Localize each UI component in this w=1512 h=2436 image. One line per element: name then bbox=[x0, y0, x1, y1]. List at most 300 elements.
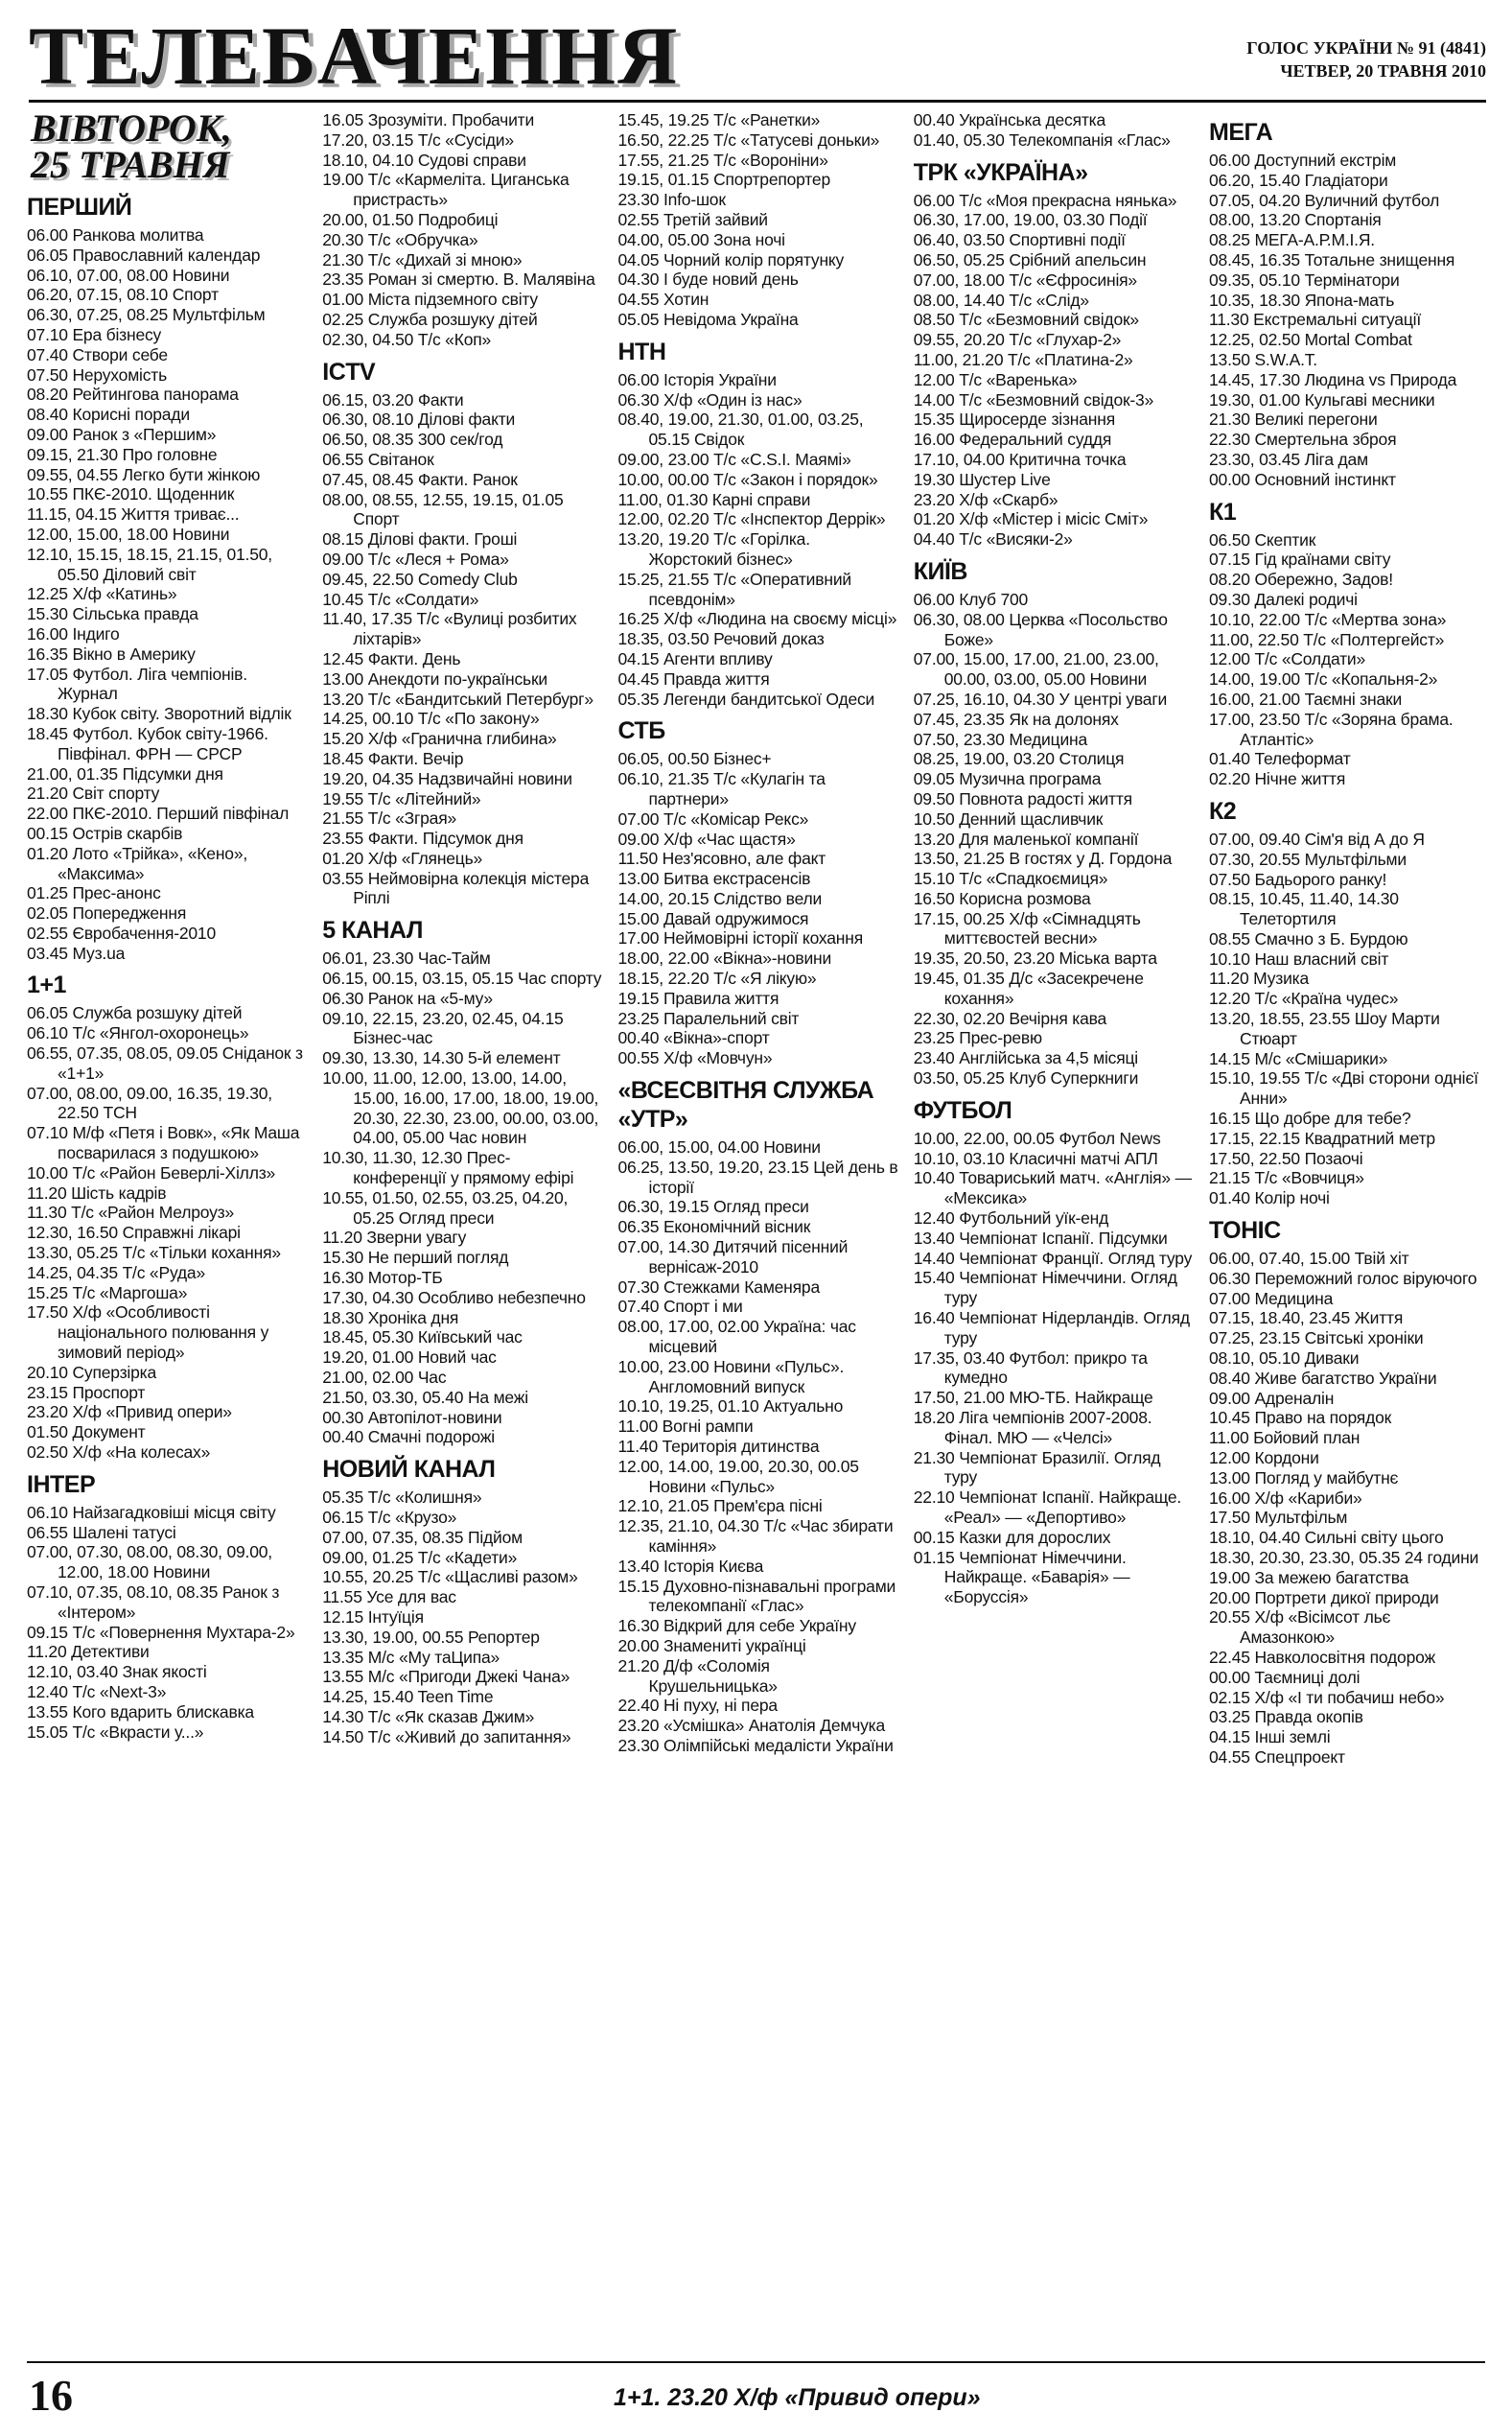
program-entry: 19.20, 01.00 Новий час bbox=[322, 1347, 497, 1368]
program-entry: 04.40 Т/с «Висяки-2» bbox=[913, 529, 1073, 550]
program-entry: 09.45, 22.50 Comedy Club bbox=[322, 569, 518, 589]
program-entry: 17.50, 21.00 МЮ-ТБ. Найкраще bbox=[913, 1388, 1153, 1408]
program-entry: 10.45 Т/с «Солдати» bbox=[322, 589, 479, 609]
program-entry: 12.10, 21.05 Прем'єра пісні bbox=[617, 1496, 823, 1516]
program-entry: 23.55 Факти. Підсумок дня bbox=[322, 829, 523, 849]
program-entry: 04.15 Інші землі bbox=[1209, 1727, 1331, 1747]
program-entry: 18.30 Кубок світу. Зворотний відлік bbox=[27, 704, 291, 724]
program-entry: 10.10, 03.10 Класичні матчі АПЛ bbox=[913, 1148, 1158, 1168]
program-entry: 07.10, 07.35, 08.10, 08.35 Ранок з «Інтером» bbox=[27, 1582, 280, 1622]
program-entry: 11.30 Т/с «Район Мелроуз» bbox=[27, 1203, 235, 1223]
program-entry: 08.25 МЕГА-А.Р.М.І.Я. bbox=[1209, 230, 1375, 250]
program-entry: 21.00, 02.00 Час bbox=[322, 1368, 447, 1388]
program-entry: 07.00, 07.30, 08.00, 08.30, 09.00, 12.00, 18.00 Новини bbox=[27, 1542, 272, 1582]
program-entry: 08.10, 05.10 Диваки bbox=[1209, 1348, 1360, 1369]
program-entry: 22.30, 02.20 Вечірня кава bbox=[913, 1008, 1107, 1028]
program-entry: 13.40 Історія Києва bbox=[617, 1556, 764, 1576]
program-entry: 11.20 Шість кадрів bbox=[27, 1183, 167, 1203]
program-entry: 23.30, 03.45 Ліга дам bbox=[1209, 449, 1368, 469]
program-entry: 01.40, 05.30 Телекомпанія «Глас» bbox=[913, 129, 1171, 150]
program-entry: 14.00, 19.00 Т/с «Копальня-2» bbox=[1209, 669, 1438, 690]
program-entry: 18.00, 22.00 «Вікна»-новини bbox=[617, 949, 832, 969]
program-entry: 03.25 Правда окопів bbox=[1209, 1707, 1363, 1727]
program-entry: 12.00 Кордони bbox=[1209, 1448, 1319, 1468]
program-entry: 16.30 Відкрий для себе Україну bbox=[617, 1616, 856, 1636]
program-entry: 19.00 Т/с «Кармеліта. Циганська пристрасть» bbox=[322, 170, 570, 210]
program-entry: 06.55, 07.35, 08.05, 09.05 Сніданок з «1+1» bbox=[27, 1043, 303, 1083]
program-entry: 06.50, 08.35 300 сек/год bbox=[322, 430, 503, 450]
program-entry: 10.10, 19.25, 01.10 Актуально bbox=[617, 1396, 844, 1417]
program-entry: 09.35, 05.10 Термінатори bbox=[1209, 269, 1400, 290]
channel-title: ФУТБОЛ bbox=[913, 1096, 1012, 1124]
program-entry: 06.00 Клуб 700 bbox=[913, 589, 1029, 609]
program-entry: 23.20 Х/ф «Скарб» bbox=[913, 489, 1058, 509]
program-entry: 16.15 Що добре для тебе? bbox=[1209, 1109, 1411, 1129]
program-entry: 13.20 Для маленької компанії bbox=[913, 829, 1139, 849]
program-entry: 07.00, 15.00, 17.00, 21.00, 23.00, 00.00, 03.00, 05.00 Новини bbox=[913, 649, 1159, 690]
program-entry: 06.30 Переможний голос віруючого bbox=[1209, 1268, 1477, 1288]
program-entry: 18.45 Футбол. Кубок світу-1966. Півфінал. ФРН — СРСР bbox=[27, 723, 268, 763]
program-entry: 02.50 Х/ф «На колесах» bbox=[27, 1442, 211, 1463]
program-entry: 17.20, 03.15 Т/с «Сусіди» bbox=[322, 129, 514, 150]
program-entry: 07.50 Нерухомість bbox=[27, 364, 167, 385]
program-entry: 22.40 Ні пуху, ні пера bbox=[617, 1696, 778, 1716]
program-entry: 23.35 Роман зі смертю. В. Малявіна bbox=[322, 269, 595, 290]
program-entry: 03.55 Неймовірна колекція містера Ріплі bbox=[322, 868, 590, 908]
program-entry: 01.15 Чемпіонат Німеччини. Найкраще. «Баварія» — «Боруссія» bbox=[913, 1547, 1130, 1607]
program-entry: 07.50, 23.30 Медицина bbox=[913, 729, 1088, 749]
program-entry: 08.20 Рейтингова панорама bbox=[27, 385, 239, 405]
program-entry: 09.00, 01.25 Т/с «Кадети» bbox=[322, 1547, 518, 1567]
program-entry: 02.05 Попередження bbox=[27, 903, 187, 924]
program-entry: 11.00 Вогні рампи bbox=[617, 1417, 754, 1437]
program-entry: 15.25 Т/с «Маргоша» bbox=[27, 1282, 188, 1302]
program-entry: 06.10 Т/с «Янгол-охоронець» bbox=[27, 1023, 249, 1043]
program-entry: 07.25, 23.15 Світські хроніки bbox=[1209, 1328, 1424, 1348]
program-entry: 09.55, 04.55 Легко бути жінкою bbox=[27, 464, 261, 484]
program-entry: 14.30 Т/с «Як сказав Джим» bbox=[322, 1706, 535, 1726]
program-entry: 19.20, 04.35 Надзвичайні новини bbox=[322, 768, 572, 788]
channel-title: МЕГА bbox=[1209, 119, 1273, 146]
issue-date: ЧЕТВЕР, 20 ТРАВНЯ 2010 bbox=[1280, 61, 1486, 81]
program-entry: 06.15, 03.20 Факти bbox=[322, 389, 464, 410]
program-entry: 15.35 Щиросерде зізнання bbox=[913, 410, 1116, 430]
program-entry: 12.35, 21.10, 04.30 Т/с «Час збирати каміння» bbox=[617, 1516, 894, 1556]
program-entry: 17.00, 23.50 Т/с «Зоряна брама. Атлантіс» bbox=[1209, 709, 1454, 749]
program-entry: 16.00 Х/ф «Кариби» bbox=[1209, 1487, 1362, 1508]
program-entry: 00.15 Острів скарбів bbox=[27, 823, 183, 843]
program-entry: 14.40 Чемпіонат Франції. Огляд туру bbox=[913, 1248, 1193, 1268]
program-entry: 13.50, 21.25 В гостях у Д. Гордона bbox=[913, 849, 1173, 869]
program-entry: 08.40, 19.00, 21.30, 01.00, 03.25, 05.15 Свідок bbox=[617, 410, 864, 450]
program-entry: 06.01, 23.30 Час-Тайм bbox=[322, 949, 491, 969]
program-entry: 06.35 Економічний вісник bbox=[617, 1217, 811, 1237]
program-entry: 06.55 Світанок bbox=[322, 449, 434, 469]
program-entry: 12.10, 15.15, 18.15, 21.15, 01.50, 05.50 Діловий світ bbox=[27, 544, 272, 584]
program-entry: 08.55 Смачно з Б. Бурдою bbox=[1209, 928, 1408, 949]
program-entry: 21.00, 01.35 Підсумки дня bbox=[27, 763, 223, 784]
program-entry: 06.30, 17.00, 19.00, 03.30 Події bbox=[913, 210, 1148, 230]
program-entry: 23.25 Прес-ревю bbox=[913, 1028, 1042, 1048]
program-entry: 09.30, 13.30, 14.30 5-й елемент bbox=[322, 1048, 561, 1068]
program-entry: 16.00, 21.00 Таємні знаки bbox=[1209, 689, 1403, 709]
program-entry: 13.00 Анекдоти по-українськи bbox=[322, 668, 547, 689]
program-entry: 07.40 Спорт і ми bbox=[617, 1297, 743, 1317]
issue-info bbox=[1246, 36, 1486, 82]
program-entry: 07.30 Стежками Каменяра bbox=[617, 1277, 820, 1297]
program-entry: 11.00 Бойовий план bbox=[1209, 1428, 1361, 1448]
program-entry: 01.40 Телеформат bbox=[1209, 749, 1351, 769]
program-entry: 13.20, 18.55, 23.55 Шоу Марти Стюарт bbox=[1209, 1009, 1440, 1048]
program-entry: 07.00 Медицина bbox=[1209, 1288, 1334, 1308]
program-entry: 04.55 Спецпроект bbox=[1209, 1746, 1345, 1767]
program-entry: 06.15, 00.15, 03.15, 05.15 Час спорту bbox=[322, 969, 602, 989]
program-entry: 23.20 Х/ф «Привид опери» bbox=[27, 1402, 232, 1422]
program-entry: 14.00, 20.15 Слідство вели bbox=[617, 888, 823, 908]
program-entry: 19.35, 20.50, 23.20 Міська варта bbox=[913, 949, 1157, 969]
program-entry: 18.45, 05.30 Київський час bbox=[322, 1327, 523, 1347]
program-entry: 16.30 Мотор-ТБ bbox=[322, 1268, 443, 1288]
channel-title: НТН bbox=[617, 338, 666, 365]
channel-title: ТОНІС bbox=[1209, 1217, 1281, 1245]
program-entry: 04.30 І буде новий день bbox=[617, 269, 799, 290]
program-entry: 07.00, 18.00 Т/с «Єфросинія» bbox=[913, 269, 1137, 290]
program-entry: 04.15 Агенти впливу bbox=[617, 648, 773, 668]
program-entry: 17.00 Неймовірні історії кохання bbox=[617, 928, 864, 949]
program-entry: 15.15 Духовно-пізнавальні програми телекомпанії «Глас» bbox=[617, 1576, 896, 1616]
program-entry: 13.00 Погляд у майбутнє bbox=[1209, 1467, 1399, 1487]
program-entry: 06.50, 05.25 Срібний апельсин bbox=[913, 249, 1147, 269]
program-entry: 22.00 ПКЄ-2010. Перший півфінал bbox=[27, 804, 290, 824]
program-entry: 11.40 Територія дитинства bbox=[617, 1437, 820, 1457]
channel-title: НОВИЙ КАНАЛ bbox=[322, 1456, 496, 1484]
program-entry: 06.10, 21.35 Т/с «Кулагін та партнери» bbox=[617, 769, 826, 808]
channel-title: «ВСЕСВІТНЯ СЛУЖБА «УТР» bbox=[617, 1077, 874, 1134]
newspaper-issue: ГОЛОС УКРАЇНИ № 91 (4841) bbox=[1246, 38, 1486, 58]
program-entry: 19.15 Правила життя bbox=[617, 988, 779, 1008]
program-entry: 19.30 Шустер Live bbox=[913, 469, 1051, 489]
program-entry: 10.50 Денний щасливчик bbox=[913, 808, 1104, 829]
program-entry: 18.20 Ліга чемпіонів 2007-2008. Фінал. МЮ — «Челсі» bbox=[913, 1408, 1152, 1447]
program-entry: 17.50, 22.50 Позаочі bbox=[1209, 1148, 1363, 1168]
program-entry: 01.20 Х/ф «Містер і місіс Сміт» bbox=[913, 509, 1149, 529]
program-entry: 21.50, 03.30, 05.40 На межі bbox=[322, 1387, 528, 1407]
program-entry: 06.20, 07.15, 08.10 Спорт bbox=[27, 285, 219, 305]
program-entry: 10.00, 22.00, 00.05 Футбол News bbox=[913, 1128, 1161, 1148]
program-entry: 15.30 Не перший погляд bbox=[322, 1248, 509, 1268]
program-entry: 00.40 Смачні подорожі bbox=[322, 1427, 495, 1447]
program-entry: 07.00 Т/с «Комісар Рекс» bbox=[617, 808, 809, 829]
program-entry: 17.05 Футбол. Ліга чемпіонів. Журнал bbox=[27, 664, 247, 704]
program-entry: 10.00, 11.00, 12.00, 13.00, 14.00, 15.00, 16.00, 17.00, 18.00, 19.00, 20.30, 22.30, 23.00, 00.00, 03.00, 04.00, 05.00 Час новин bbox=[322, 1068, 599, 1148]
program-entry: 02.30, 04.50 Т/с «Коп» bbox=[322, 329, 492, 349]
program-entry: 11.20 Зверни увагу bbox=[322, 1228, 467, 1248]
program-entry: 00.00 Основний інстинкт bbox=[1209, 469, 1396, 489]
program-entry: 06.05, 00.50 Бізнес+ bbox=[617, 749, 772, 769]
program-entry: 00.40 Українська десятка bbox=[913, 110, 1106, 129]
program-entry: 05.05 Невідома Україна bbox=[617, 309, 799, 329]
program-entry: 22.30 Смертельна зброя bbox=[1209, 430, 1397, 450]
schedule-columns bbox=[27, 110, 1489, 2350]
program-entry: 17.15, 22.15 Квадратний метр bbox=[1209, 1128, 1435, 1148]
day-heading bbox=[31, 110, 307, 186]
program-entry: 17.50 Мультфільм bbox=[1209, 1508, 1348, 1528]
program-entry: 20.30 Т/с «Обручка» bbox=[322, 229, 478, 249]
program-entry: 06.20, 15.40 Гладіатори bbox=[1209, 170, 1388, 190]
program-entry: 10.10, 22.00 Т/с «Мертва зона» bbox=[1209, 609, 1447, 629]
program-entry: 05.35 Легенди бандитської Одеси bbox=[617, 689, 875, 709]
program-entry: 00.00 Таємниці долі bbox=[1209, 1667, 1361, 1687]
program-entry: 02.55 Третій зайвий bbox=[617, 209, 768, 229]
program-entry: 00.15 Казки для дорослих bbox=[913, 1527, 1111, 1547]
column-3 bbox=[618, 110, 898, 2350]
channel-title: ІНТЕР bbox=[27, 1470, 96, 1498]
program-entry: 12.00 Т/с «Солдати» bbox=[1209, 649, 1366, 669]
program-entry: 16.25 Х/ф «Людина на своєму місці» bbox=[617, 609, 897, 629]
program-entry: 02.25 Служба розшуку дітей bbox=[322, 309, 538, 329]
program-entry: 08.00, 17.00, 02.00 Україна: час місцевий bbox=[617, 1317, 856, 1357]
program-entry: 08.00, 14.40 Т/с «Слід» bbox=[913, 290, 1089, 310]
program-entry: 06.50 Скептик bbox=[1209, 529, 1316, 550]
program-entry: 08.50 Т/с «Безмовний свідок» bbox=[913, 310, 1139, 330]
program-entry: 13.55 М/с «Пригоди Джекі Чана» bbox=[322, 1667, 570, 1687]
program-entry: 00.40 «Вікна»-спорт bbox=[617, 1028, 770, 1048]
program-entry: 17.35, 03.40 Футбол: прикро та кумедно bbox=[913, 1347, 1148, 1388]
program-entry: 09.00 Т/с «Леся + Рома» bbox=[322, 549, 509, 569]
program-entry: 08.40 Корисні поради bbox=[27, 405, 190, 425]
program-entry: 04.00, 05.00 Зона ночі bbox=[617, 229, 785, 249]
program-entry: 18.15, 22.20 Т/с «Я лікую» bbox=[617, 969, 817, 989]
program-entry: 20.00 Портрети дикої природи bbox=[1209, 1587, 1439, 1607]
program-entry: 12.45 Факти. День bbox=[322, 648, 461, 668]
program-entry: 14.45, 17.30 Людина vs Природа bbox=[1209, 369, 1457, 389]
program-entry: 06.30, 07.25, 08.25 Мультфільм bbox=[27, 305, 266, 325]
program-entry: 23.25 Паралельний світ bbox=[617, 1008, 800, 1028]
program-entry: 10.55 ПКЄ-2010. Щоденник bbox=[27, 484, 235, 504]
program-entry: 06.25, 13.50, 19.20, 23.15 Цей день в історії bbox=[617, 1157, 898, 1197]
program-entry: 17.10, 04.00 Критична точка bbox=[913, 449, 1127, 469]
program-entry: 15.10 Т/с «Спадкоємиця» bbox=[913, 869, 1108, 889]
program-entry: 11.20 Музика bbox=[1209, 969, 1310, 989]
program-entry: 15.05 Т/с «Вкрасти у...» bbox=[27, 1722, 204, 1742]
program-entry: 20.10 Суперзірка bbox=[27, 1362, 157, 1382]
program-entry: 12.25, 02.50 Mortal Combat bbox=[1209, 330, 1412, 350]
program-entry: 18.10, 04.40 Сильні світу цього bbox=[1209, 1528, 1444, 1548]
program-entry: 16.35 Вікно в Америку bbox=[27, 644, 196, 664]
channel-title: ПЕРШИЙ bbox=[27, 194, 132, 221]
program-entry: 10.55, 20.25 Т/с «Щасливі разом» bbox=[322, 1567, 578, 1587]
program-entry: 16.05 Зрозуміти. Пробачити bbox=[322, 110, 535, 129]
program-entry: 06.55 Шалені татусі bbox=[27, 1522, 176, 1542]
program-entry: 09.10, 22.15, 23.20, 02.45, 04.15 Бізнес-час bbox=[322, 1008, 564, 1048]
program-entry: 13.20 Т/с «Бандитський Петербург» bbox=[322, 689, 593, 709]
program-entry: 09.15 Т/с «Повернення Мухтара-2» bbox=[27, 1622, 295, 1642]
program-entry: 10.10 Наш власний світ bbox=[1209, 949, 1389, 969]
program-entry: 17.50 Х/ф «Особливості національного полювання у зимовий період» bbox=[27, 1302, 269, 1363]
day-heading-line-2: 25 ТРАВНЯ bbox=[31, 143, 230, 186]
program-entry: 03.50, 05.25 Клуб Суперкниги bbox=[913, 1068, 1139, 1089]
program-entry: 02.55 Євробачення-2010 bbox=[27, 923, 216, 943]
program-entry: 17.30, 04.30 Особливо небезпечно bbox=[322, 1287, 586, 1307]
program-entry: 17.55, 21.25 Т/с «Вороніни» bbox=[617, 150, 828, 170]
channel-title: КИЇВ bbox=[913, 557, 967, 585]
program-entry: 20.00 Знамениті українці bbox=[617, 1635, 806, 1655]
program-entry: 08.40 Живе багатство України bbox=[1209, 1368, 1437, 1388]
program-entry: 06.00, 07.40, 15.00 Твій хіт bbox=[1209, 1249, 1409, 1269]
section-title: ТЕЛЕБАЧЕННЯ bbox=[29, 10, 680, 102]
program-entry: 07.00, 09.40 Сім'я від А до Я bbox=[1209, 829, 1425, 849]
footer-rule bbox=[27, 2361, 1485, 2363]
program-entry: 06.30, 08.00 Церква «Посольство Боже» bbox=[913, 609, 1168, 649]
program-entry: 06.30 Ранок на «5-му» bbox=[322, 988, 493, 1008]
program-entry: 08.20 Обережно, Задов! bbox=[1209, 570, 1393, 590]
program-entry: 04.55 Хотин bbox=[617, 290, 709, 310]
program-entry: 12.00, 14.00, 19.00, 20.30, 00.05 Новини «Пульс» bbox=[617, 1456, 859, 1496]
program-entry: 06.30 Х/ф «Один із нас» bbox=[617, 389, 803, 410]
program-entry: 19.30, 01.00 Кульгаві месники bbox=[1209, 389, 1435, 410]
program-entry: 06.40, 03.50 Спортивні події bbox=[913, 230, 1126, 250]
program-entry: 12.40 Футбольний уїк-енд bbox=[913, 1208, 1109, 1229]
program-entry: 22.45 Навколосвітня подорож bbox=[1209, 1647, 1435, 1667]
program-entry: 07.45, 08.45 Факти. Ранок bbox=[322, 469, 518, 489]
channel-title: СТБ bbox=[617, 717, 665, 745]
program-entry: 01.25 Прес-анонс bbox=[27, 883, 161, 903]
program-entry: 17.15, 00.25 Х/ф «Сімнадцять миттєвостей весни» bbox=[913, 908, 1141, 949]
program-entry: 19.15, 01.15 Спортрепортер bbox=[617, 170, 830, 190]
program-entry: 14.25, 04.35 Т/с «Руда» bbox=[27, 1262, 205, 1282]
program-entry: 19.45, 01.35 Д/с «Засекречене кохання» bbox=[913, 969, 1144, 1008]
program-entry: 21.20 Д/ф «Соломія Крушельницька» bbox=[617, 1655, 778, 1696]
program-entry: 11.50 Нез'ясовно, але факт bbox=[617, 849, 826, 869]
program-entry: 06.05 Служба розшуку дітей bbox=[27, 1003, 243, 1023]
program-entry: 00.55 Х/ф «Мовчун» bbox=[617, 1048, 773, 1068]
program-entry: 07.00, 08.00, 09.00, 16.35, 19.30, 22.50 ТСН bbox=[27, 1083, 272, 1123]
program-entry: 12.00, 15.00, 18.00 Новини bbox=[27, 524, 230, 544]
program-entry: 13.00 Битва екстрасенсів bbox=[617, 869, 811, 889]
program-entry: 12.40 Т/с «Next-3» bbox=[27, 1681, 167, 1701]
program-entry: 11.40, 17.35 Т/с «Вулиці розбитих ліхтарів» bbox=[322, 609, 577, 649]
program-entry: 11.00, 22.50 Т/с «Полтергейст» bbox=[1209, 629, 1445, 649]
program-entry: 04.05 Чорний колір порятунку bbox=[617, 249, 845, 269]
program-entry: 10.30, 11.30, 12.30 Прес-конференції у прямому ефірі bbox=[322, 1148, 574, 1188]
program-entry: 08.00, 08.55, 12.55, 19.15, 01.05 Спорт bbox=[322, 489, 564, 529]
channel-title: К2 bbox=[1209, 797, 1237, 825]
program-entry: 12.25 Х/ф «Катинь» bbox=[27, 584, 177, 604]
program-entry: 09.30 Далекі родичі bbox=[1209, 589, 1358, 609]
program-entry: 09.55, 20.20 Т/с «Глухар-2» bbox=[913, 330, 1122, 350]
program-entry: 13.40 Чемпіонат Іспанії. Підсумки bbox=[913, 1228, 1168, 1248]
program-entry: 09.00 Адреналін bbox=[1209, 1388, 1335, 1408]
program-entry: 13.50 S.W.A.T. bbox=[1209, 349, 1317, 369]
program-entry: 18.45 Факти. Вечір bbox=[322, 748, 464, 768]
program-entry: 06.05 Православний календар bbox=[27, 245, 261, 265]
column-body bbox=[322, 110, 602, 1747]
program-entry: 11.00, 01.30 Карні справи bbox=[617, 489, 811, 509]
program-entry: 10.40 Товариський матч. «Англія» — «Мексика» bbox=[913, 1168, 1192, 1208]
program-entry: 07.00, 14.30 Дитячий пісенний вернісаж-2010 bbox=[617, 1237, 849, 1277]
channel-title: К1 bbox=[1209, 498, 1237, 526]
program-entry: 15.45, 19.25 Т/с «Ранетки» bbox=[617, 110, 821, 129]
program-entry: 22.10 Чемпіонат Іспанії. Найкраще. «Реал» — «Депортиво» bbox=[913, 1487, 1182, 1527]
program-entry: 08.15, 10.45, 11.40, 14.30 Телетортиля bbox=[1209, 889, 1399, 929]
program-entry: 21.30 Чемпіонат Бразилії. Огляд туру bbox=[913, 1447, 1161, 1487]
footer-highlight: 1+1. 23.20 Х/ф «Привид опери» bbox=[614, 2384, 981, 2411]
program-entry: 11.00, 21.20 Т/с «Платина-2» bbox=[913, 349, 1133, 369]
program-entry: 18.30 Хроніка дня bbox=[322, 1307, 459, 1327]
program-entry: 23.30 Олімпійські медалісти України bbox=[617, 1735, 894, 1755]
program-entry: 12.20 Т/с «Країна чудес» bbox=[1209, 989, 1399, 1009]
program-entry: 01.00 Міста підземного світу bbox=[322, 290, 538, 310]
program-entry: 07.10 М/ф «Петя і Вовк», «Як Маша посварилася з подушкою» bbox=[27, 1123, 300, 1163]
program-entry: 15.25, 21.55 Т/с «Оперативний псевдонім» bbox=[617, 569, 851, 609]
program-entry: 07.50 Бадьорого ранку! bbox=[1209, 869, 1387, 889]
program-entry: 07.05, 04.20 Вуличний футбол bbox=[1209, 190, 1440, 210]
program-entry: 23.15 Проспорт bbox=[27, 1382, 146, 1402]
program-entry: 11.55 Усе для вас bbox=[322, 1587, 456, 1607]
channel-title: ТРК «УКРАЇНА» bbox=[913, 158, 1088, 186]
program-entry: 18.30, 20.30, 23.30, 05.35 24 години bbox=[1209, 1548, 1479, 1567]
program-entry: 16.50, 22.25 Т/с «Татусеві доньки» bbox=[617, 129, 880, 150]
program-entry: 20.55 Х/ф «Вісімсот льє Амазонкою» bbox=[1209, 1607, 1391, 1648]
program-entry: 09.05 Музична програма bbox=[913, 769, 1102, 789]
program-entry: 12.00, 02.20 Т/с «Інспектор Деррік» bbox=[617, 509, 886, 529]
program-entry: 00.30 Автопілот-новини bbox=[322, 1407, 502, 1427]
program-entry: 23.20 «Усмішка» Анатолія Демчука bbox=[617, 1716, 886, 1736]
program-entry: 21.30 Т/с «Дихай зі мною» bbox=[322, 249, 523, 269]
program-entry: 21.30 Великі перегони bbox=[1209, 410, 1378, 430]
program-entry: 13.30, 05.25 Т/с «Тільки кохання» bbox=[27, 1243, 281, 1263]
program-entry: 07.25, 16.10, 04.30 У центрі уваги bbox=[913, 689, 1168, 709]
page-number: 16 bbox=[29, 2371, 73, 2420]
program-entry: 12.00 Т/с «Варенька» bbox=[913, 369, 1078, 389]
column-body bbox=[618, 110, 898, 1756]
program-entry: 08.45, 16.35 Тотальне знищення bbox=[1209, 249, 1455, 269]
program-entry: 13.35 М/с «Му таЦипа» bbox=[322, 1647, 500, 1667]
channel-title: ICTV bbox=[322, 358, 376, 386]
program-entry: 07.15 Гід країнами світу bbox=[1209, 550, 1391, 570]
program-entry: 08.15 Ділові факти. Гроші bbox=[322, 529, 518, 550]
masthead-rule bbox=[29, 100, 1486, 103]
program-entry: 21.15 Т/с «Вовчиця» bbox=[1209, 1168, 1364, 1188]
program-entry: 07.40 Створи себе bbox=[27, 344, 168, 364]
program-entry: 08.25, 19.00, 03.20 Столиця bbox=[913, 749, 1125, 769]
program-entry: 16.50 Корисна розмова bbox=[913, 888, 1091, 908]
column-4 bbox=[914, 110, 1194, 2350]
program-entry: 08.00, 13.20 Спортанія bbox=[1209, 210, 1382, 230]
program-entry: 14.50 Т/с «Живий до запитання» bbox=[322, 1726, 571, 1746]
column-5 bbox=[1209, 110, 1489, 2350]
program-entry: 03.45 Муз.ua bbox=[27, 943, 126, 963]
program-entry: 18.35, 03.50 Речовий доказ bbox=[617, 629, 825, 649]
channel-title: 1+1 bbox=[27, 972, 66, 999]
column-2 bbox=[322, 110, 602, 2350]
program-entry: 13.30, 19.00, 00.55 Репортер bbox=[322, 1627, 540, 1647]
program-entry: 07.00, 07.35, 08.35 Підйом bbox=[322, 1527, 523, 1547]
program-entry: 16.00 Індиго bbox=[27, 623, 120, 644]
program-entry: 21.55 Т/с «Зграя» bbox=[322, 808, 457, 829]
program-entry: 09.00, 23.00 Т/с «C.S.I. Маямі» bbox=[617, 449, 851, 469]
program-entry: 14.25, 15.40 Teen Time bbox=[322, 1687, 494, 1707]
program-entry: 07.45, 23.35 Як на долонях bbox=[913, 709, 1119, 729]
program-entry: 13.20, 19.20 Т/с «Горілка. Жорстокий бізнес» bbox=[617, 529, 810, 569]
program-entry: 16.40 Чемпіонат Нідерландів. Огляд туру bbox=[913, 1308, 1190, 1347]
program-entry: 19.55 Т/с «Літейний» bbox=[322, 788, 481, 808]
program-entry: 11.30 Екстремальні ситуації bbox=[1209, 310, 1422, 330]
program-entry: 15.20 Х/ф «Гранична глибина» bbox=[322, 729, 557, 749]
program-entry: 16.00 Федеральний суддя bbox=[913, 430, 1112, 450]
program-entry: 20.00, 01.50 Подробиці bbox=[322, 209, 499, 229]
program-entry: 01.20 Х/ф «Глянець» bbox=[322, 848, 483, 868]
